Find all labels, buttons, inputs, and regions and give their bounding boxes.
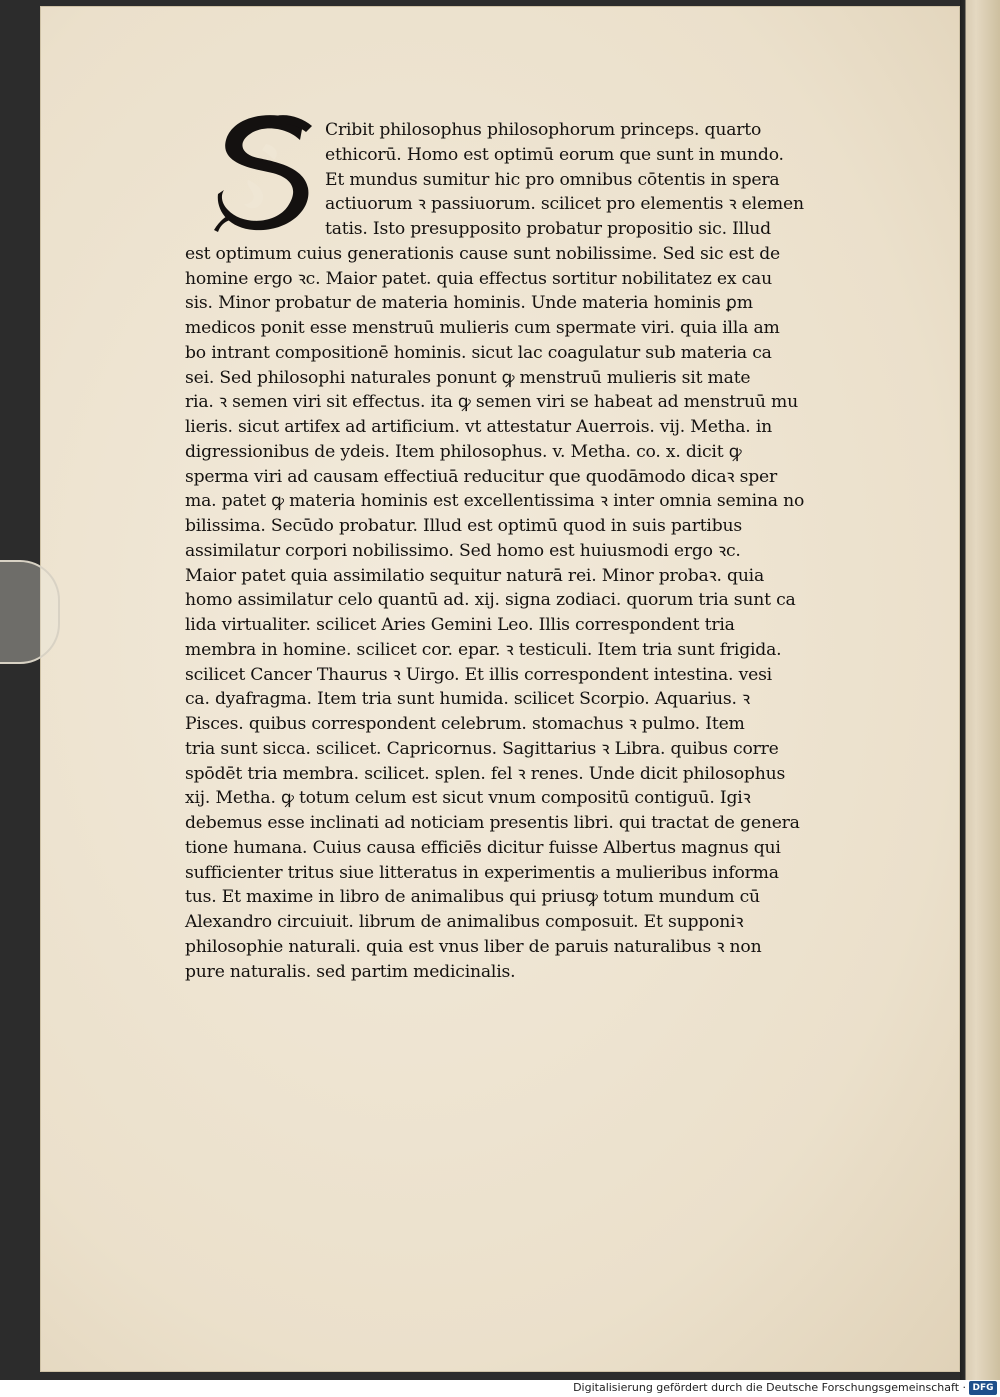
text-line: bilissima. Secūdo probatur. Illud est optimū quod in suis partibus	[185, 516, 743, 536]
text-line: tione humana. Cuius causa efficiēs dicitur fuisse Albertus magnus qui	[185, 837, 781, 858]
text-line: Cribit philosophus philosophorum princeps. quarto	[325, 120, 762, 140]
text-line: tus. Et maxime in libro de animalibus qui priusꝙ totum mundum cū	[185, 887, 760, 908]
text-line: xij. Metha. ꝙ totum celum est sicut vnum compositū contiguū. Igiꝛ	[185, 788, 751, 809]
text-line: assimilatur corpori nobilissimo. Sed homo est huiusmodi ergo ꝛc.	[185, 540, 741, 561]
adjacent-page-edge	[960, 0, 1000, 1380]
page-clip	[0, 560, 60, 664]
text-line: debemus esse inclinati ad noticiam presentis libri. qui tractat de genera	[185, 813, 800, 833]
text-line: ethicorū. Homo est optimū eorum que sunt in mundo.	[325, 144, 784, 165]
text-line: bo intrant compositionē hominis. sicut lac coagulatur sub materia ca	[185, 342, 772, 363]
text-line: Pisces. quibus correspondent celebrum. stomachus ꝛ pulmo. Item	[185, 714, 745, 734]
text-line: actiuorum ꝛ passiuorum. scilicet pro elementis ꝛ elemen	[325, 194, 804, 215]
footer-bar	[0, 1380, 1000, 1397]
text-line: Et mundus sumitur hic pro omnibus cōtentis in spera	[325, 169, 780, 190]
text-line: sis. Minor probatur de materia hominis. Unde materia hominis ꝑm	[185, 293, 753, 314]
text-line: sei. Sed philosophi naturales ponunt ꝙ menstruū mulieris sit mate	[185, 367, 751, 388]
text-line: ria. ꝛ semen viri sit effectus. ita ꝙ semen viri se habeat ad menstruū mu	[185, 392, 798, 413]
text-line: est optimum cuius generationis cause sunt nobilissime. Sed sic est de	[185, 243, 780, 264]
text-line: tatis. Isto presupposito probatur propositio sic. Illud	[325, 219, 771, 239]
text-line: tria sunt sicca. scilicet. Capricornus. Sagittarius ꝛ Libra. quibus corre	[185, 738, 779, 759]
text-line: lieris. sicut artifex ad artificium. vt attestatur Auerrois. vij. Metha. in	[185, 417, 772, 437]
dfg-logo: DFG	[969, 1381, 997, 1395]
funding-credit: Digitalisierung gefördert durch die Deutsche Forschungsgemeinschaft ·	[573, 1381, 966, 1394]
text-line: membra in homine. scilicet cor. epar. ꝛ testiculi. Item tria sunt frigida.	[185, 639, 782, 660]
text-line: sperma viri ad causam effectiuā reducitur que quodāmodo dicaꝛ sper	[185, 466, 778, 487]
body-text	[185, 118, 835, 984]
text-line: digressionibus de ydeis. Item philosophus. v. Metha. co. x. dicit ꝙ	[185, 441, 742, 462]
text-line: scilicet Cancer Thaurus ꝛ Uirgo. Et illis correspondent intestina. vesi	[185, 664, 772, 685]
text-line: lida virtualiter. scilicet Aries Gemini Leo. Illis correspondent tria	[185, 615, 735, 635]
text-line: Alexandro circuiuit. librum de animalibus composuit. Et supponiꝛ	[185, 912, 744, 932]
text-line: homo assimilatur celo quantū ad. xij. signa zodiaci. quorum tria sunt ca	[185, 590, 796, 611]
text-line: ma. patet ꝙ materia hominis est excellentissima ꝛ inter omnia semina no	[185, 491, 805, 512]
text-line: spōdēt tria membra. scilicet. splen. fel ꝛ renes. Unde dicit philosophus	[185, 763, 786, 784]
text-line: philosophie naturali. quia est vnus liber de paruis naturalibus ꝛ non	[185, 936, 762, 957]
text-line: pure naturalis. sed partim medicinalis.	[185, 961, 516, 982]
text-line: Maior patet quia assimilatio sequitur naturā rei. Minor probaꝛ. quia	[185, 565, 765, 586]
text-line: homine ergo ꝛc. Maior patet. quia effectus sortitur nobilitatez ex cau	[185, 268, 772, 289]
text-line: ca. dyafragma. Item tria sunt humida. scilicet Scorpio. Aquarius. ꝛ	[185, 689, 751, 710]
text-line: medicos ponit esse menstruū mulieris cum spermate viri. quia illa am	[185, 318, 780, 338]
text-line: sufficienter tritus siue litteratus in experimentis a mulieribus informa	[185, 862, 779, 883]
